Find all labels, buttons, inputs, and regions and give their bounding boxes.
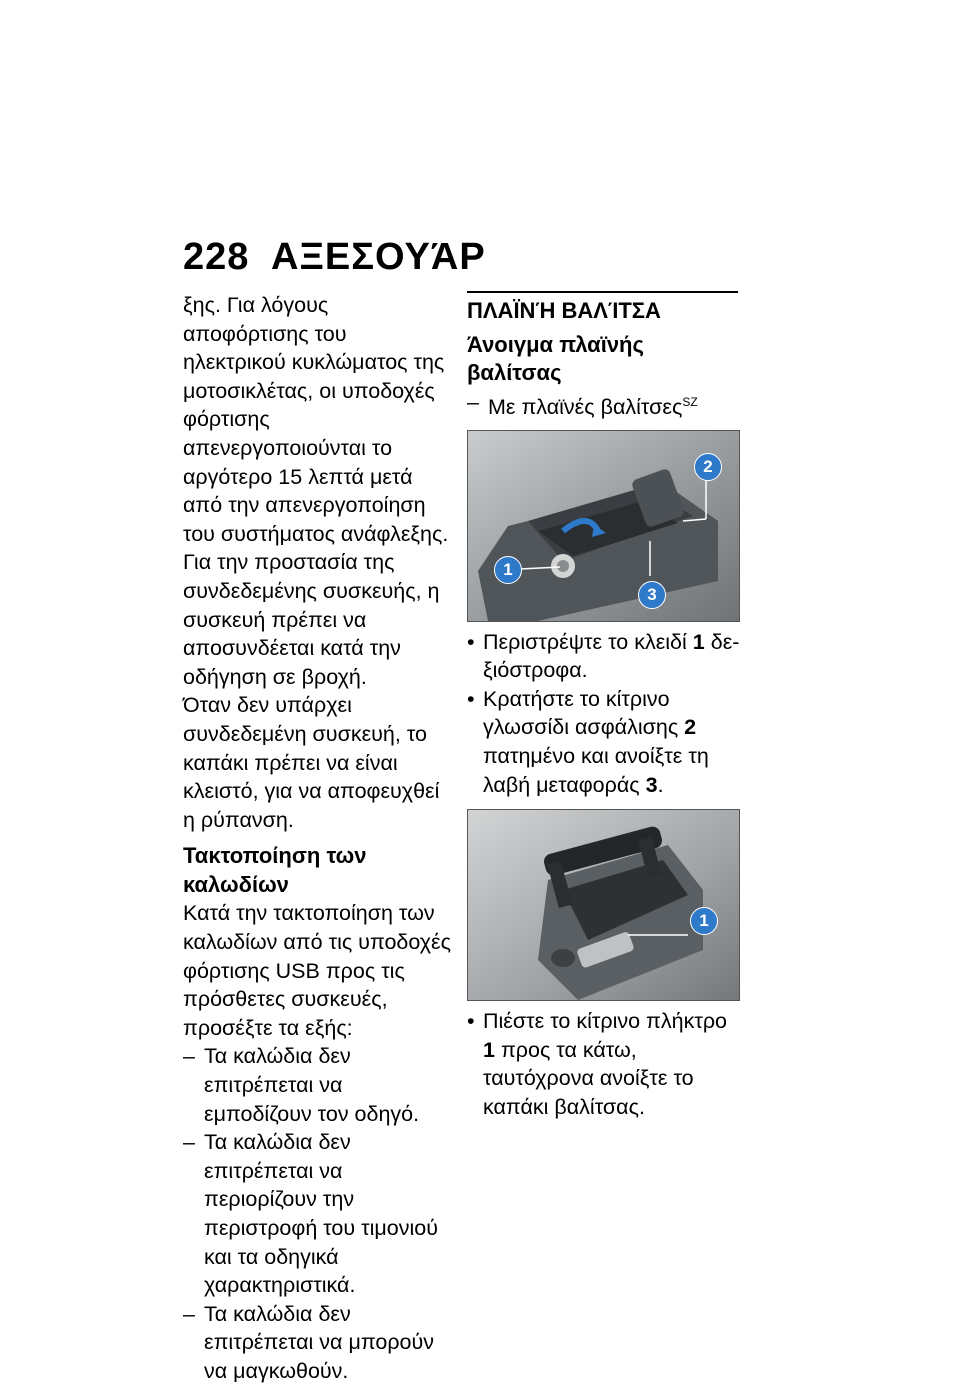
- callout-2: 2: [694, 453, 722, 481]
- step-press-tab: • Κρατήστε το κίτρινο γλωσσίδι ασφάλισης 2 πατημένο και ανοίξτε τη λαβή μεταφοράς 3.: [467, 685, 742, 799]
- figure-key-lock: [467, 430, 740, 622]
- section-title: ΠΛΑΪΝΉ ΒΑΛΊΤΣΑ: [467, 291, 738, 326]
- paragraph-cap: Όταν δεν υπάρχει συνδεδεμένη συσκευή, το καπάκι πρέπει να είναι κλειστό, για να αποφευχθεί η ρύπανση.: [183, 693, 440, 832]
- list-item: – Τα καλώδια δεν επιτρέπεται να εμποδίζουν τον οδηγό.: [183, 1042, 453, 1128]
- callout-3: 3: [638, 581, 666, 609]
- paragraph-cables: Κατά την τακτοποίηση των καλωδίων από τις υποδοχές φόρτισης USB προς τις πρόσθετες συσκευές, προσέξτε τα εξής:: [183, 901, 452, 1040]
- figure-handle-button: [467, 809, 740, 1001]
- chapter-title: ΑΞΕΣΟΥΆΡ: [271, 236, 486, 278]
- list-item: – Τα καλώδια δεν επιτρέπεται να μπορούν να μαγκωθούν.: [183, 1300, 453, 1386]
- variant-code: SZ: [682, 394, 698, 409]
- callout-1: 1: [690, 907, 718, 935]
- subheading-open-case: Άνοιγμα πλαϊνής βαλίτσας: [467, 331, 644, 386]
- callout-1: 1: [494, 556, 522, 584]
- step-turn-key: • Περιστρέψτε το κλειδί 1 δεξιόστροφα.: [467, 628, 742, 685]
- left-column: [183, 291, 453, 1386]
- page-header: [183, 236, 486, 279]
- variant-note: – Με πλαϊνές βαλίτσες$^{SZ}$: [467, 388, 742, 422]
- right-column: [467, 291, 742, 1121]
- handle-photo-illustration: [468, 810, 739, 1000]
- subheading-cables: Τακτοποίηση των καλωδίων: [183, 843, 367, 897]
- paragraph-discharge: ξης. Για λόγους αποφόρτισης του ηλεκτρικού κυκλώματος της μοτοσικλέτας, οι υποδοχές φόρτισης απενεργοποιούνται το αργότερο 15 λεπτά μετά από την απενεργοποίηση του συστήματος ανάφλεξης.: [183, 293, 449, 546]
- list-item: – Τα καλώδια δεν επιτρέπεται να περιορίζουν την περιστροφή του τιμονιού και τα οδηγικά χαρακτηριστικά.: [183, 1128, 453, 1300]
- paragraph-rain: Για την προστασία της συνδεδεμένης συσκευής, η συσκευή πρέπει να αποσυνδέεται κατά την οδήγηση σε βροχή.: [183, 550, 440, 689]
- page-number: 228: [183, 236, 250, 278]
- step-press-button: • Πιέστε το κίτρινο πλήκτρο 1 προς τα κάτω, ταυτόχρονα ανοίξτε το καπάκι βαλίτσας.: [467, 1007, 742, 1121]
